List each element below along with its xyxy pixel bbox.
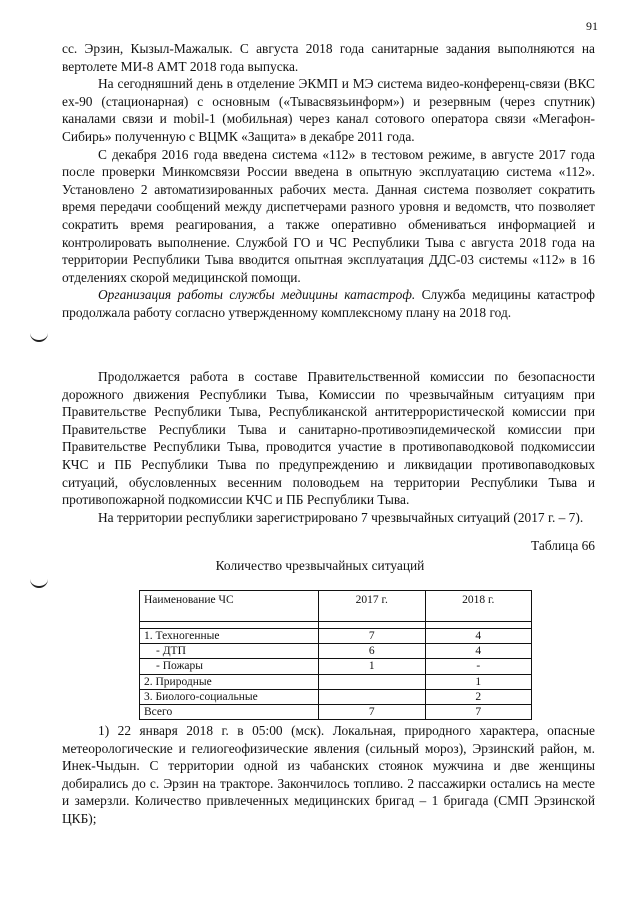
table-row xyxy=(140,644,532,659)
table-cell: 7 xyxy=(319,705,426,720)
text-block-bottom xyxy=(62,722,595,828)
column-header: 2017 г. xyxy=(319,591,426,622)
paragraph xyxy=(62,286,595,321)
table-row xyxy=(140,629,532,644)
column-header: 2018 г. xyxy=(425,591,532,622)
paragraph: сс. Эрзин, Кызыл-Мажалык. С августа 2018 года санитарные задания выполняются на вертолете МИ-8 АМТ 2018 года выпуска. xyxy=(62,41,595,74)
table-row xyxy=(140,659,532,674)
text-block-mid xyxy=(62,368,595,526)
text-block-top xyxy=(62,40,595,322)
table-spacer xyxy=(140,622,532,629)
table-cell: 7 xyxy=(425,705,532,720)
table-row xyxy=(140,705,532,720)
paragraph: На территории республики зарегистрировано 7 чрезвычайных ситуаций (2017 г. – 7). xyxy=(98,509,584,525)
table-cell: Всего xyxy=(140,705,319,720)
table-header-row xyxy=(140,591,532,622)
table-cell: 4 xyxy=(425,644,532,659)
margin-mark xyxy=(30,332,48,342)
table-row xyxy=(140,674,532,689)
table-cell: 2 xyxy=(425,689,532,704)
paragraph-text: Служба медицины катастроф продолжала работу согласно утвержденному комплексному плану на 2018 год. xyxy=(62,287,595,320)
margin-mark xyxy=(30,578,48,588)
table-cell xyxy=(319,674,426,689)
section-heading: Организация работы службы медицины катастроф. xyxy=(98,287,416,303)
column-header: Наименование ЧС xyxy=(140,591,319,622)
table-cell: - xyxy=(425,659,532,674)
table-cell: 1 xyxy=(425,674,532,689)
table-label: Таблица 66 xyxy=(531,538,595,553)
table-row xyxy=(140,689,532,704)
table-cell: 3. Биолого-социальные xyxy=(140,689,319,704)
table-cell: 7 xyxy=(319,629,426,644)
table-title: Количество чрезвычайных ситуаций xyxy=(215,558,425,573)
table-cell: - Пожары xyxy=(140,659,319,674)
paragraph: С декабря 2016 года введена система «112» в тестовом режиме, в августе 2017 года после проверки Минкомсвязи России введена в опытную эксплуатацию система «112». Установлено 2 автоматизированных рабочих места. Данная система позволяет сократить время передачи сообщений между диспетчерами разного уровня и ведомств, что позволяет сократить время реагирования, а также оперативно обмениваться информацией и контролировать выполнение. Службой ГО и ЧС Республики Тыва с августа 2018 года на территории Республики Тыва вводится опытная эксплуатация ДДС-03 системы «112» в 16 отделениях скорой медицинской помощи. xyxy=(62,146,595,285)
table-cell: 4 xyxy=(425,629,532,644)
table-cell: 6 xyxy=(319,644,426,659)
page-number: 91 xyxy=(586,19,598,33)
paragraph: На сегодняшний день в отделение ЭКМП и МЭ система видео-конференц-связи (ВКС ex-90 (стационарная) с основным («Тывасвязьинформ») и резервным (через спутник) каналами связи и mobil-1 (мобильная) через канал сотового оператора связи «Мегафон-Сибирь» полученную с ВЦМК «Защита» в декабре 2011 года. xyxy=(62,76,595,144)
table-cell: - ДТП xyxy=(140,644,319,659)
table-cell xyxy=(319,689,426,704)
paragraph: 1) 22 января 2018 г. в 05:00 (мск). Локальная, природного характера, опасные метеорологические и гелиогеофизические явления (сильный мороз), Эрзинский район, м. Инек-Чыдын. С территории одной из чабанских стоянок мужчина и две женщины добирались до с. Эрзин на тракторе. Закончилось топливо. 2 пассажирки остались на месте и замерзли. Количество привлеченных медицинских бригад – 1 бригада (СМП Эрзинской ЦКБ); xyxy=(62,723,595,826)
emergency-table xyxy=(139,590,532,720)
paragraph: Продолжается работа в составе Правительственной комиссии по безопасности дорожного движения Республики Тыва, Комиссии по чрезвычайным ситуациям при Правительстве Республики Тыва, Республиканской антитеррористической комиссии при Правительстве Республики Тыва и санитарно-противоэпидемической комиссии при Правительстве Республики Тыва, проводится участие в противопаводковой подкомиссии КЧС и ПБ Республики Тыва по предупреждению и ликвидации противопаводковых ситуаций, обусловленных весенним половодьем на территории Республики Тыва и противопожарной подкомиссии КЧС и ПБ Республики Тыва. xyxy=(62,369,595,508)
table-cell: 2. Природные xyxy=(140,674,319,689)
table-cell: 1. Техногенные xyxy=(140,629,319,644)
table-cell: 1 xyxy=(319,659,426,674)
